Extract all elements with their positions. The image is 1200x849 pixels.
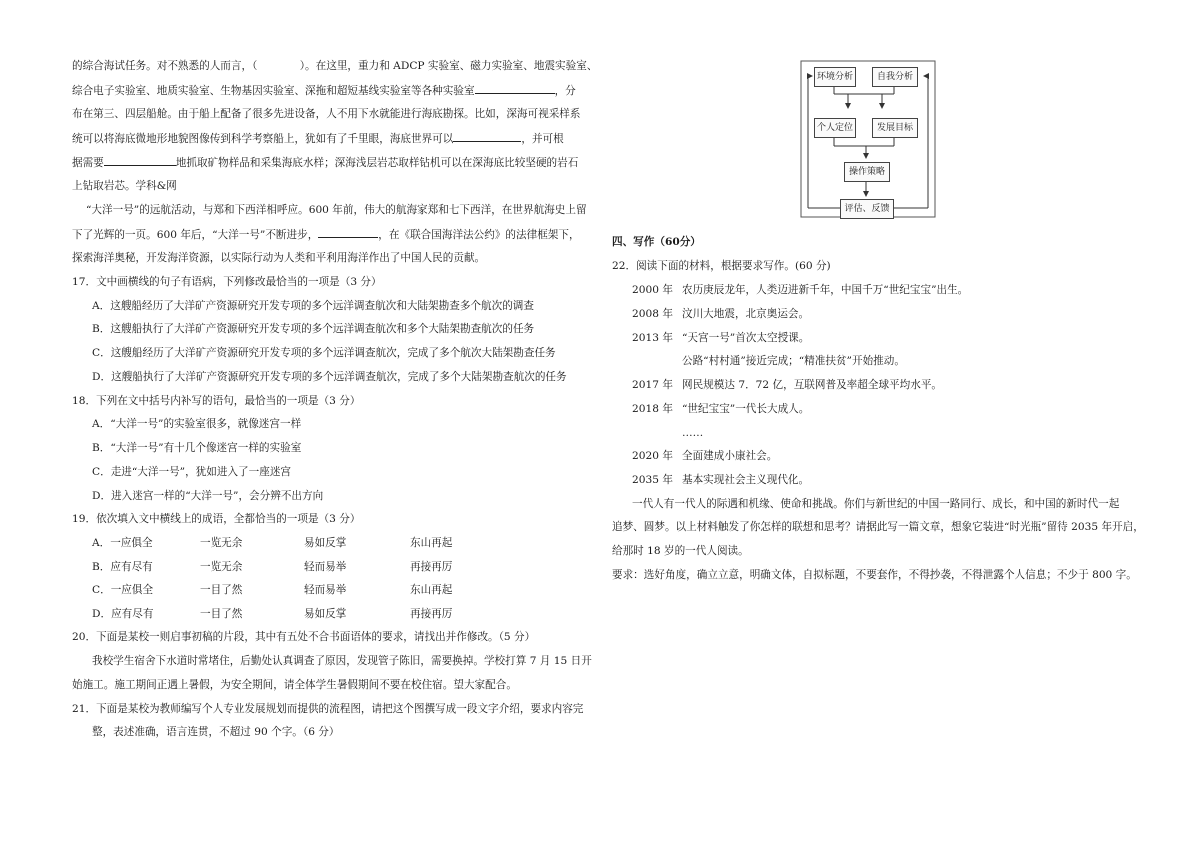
q19-d-3: 易如反掌 [304,608,347,620]
passage-line-5-text: 据需要 [72,157,104,169]
q21-stem-2: 整，表述准确，语言连贯，不超过 90 个字。（6 分） [92,726,340,738]
q18-option-b[interactable]: B．“大洋一号”有十几个像迷宫一样的实验室 [92,442,302,454]
passage-line-5 [72,155,578,170]
flow-box-env: 环境分析 [814,67,856,87]
q19-b-1: B．应有尽有 [92,561,153,573]
timeline-text: 汶川大地震，北京奥运会。 [682,308,810,320]
passage-line-8-tail: ，在《联合国海洋法公约》的法律框架下， [378,229,580,241]
fill-blank-4[interactable] [318,227,378,238]
fill-blank-3[interactable] [104,155,176,166]
passage-line-4-text: 统可以将海底微地形地貌图像传到科学考察船上，犹如有了千里眼，海底世界可以 [72,133,454,145]
timeline-year: 2018 年 [632,403,673,415]
passage-line-6: 上钻取岩芯。学科&网 [72,180,177,192]
q19-a-3: 易如反掌 [304,537,347,549]
q20-text-1: 我校学生宿舍下水道时常堵住，后勤处认真调查了原因，发现管子陈旧，需要换掉。学校打算 7 月 15 日开 [92,655,592,667]
q19-a-1: A．一应俱全 [92,537,153,549]
timeline-year: 2013 年 [632,332,673,344]
passage-line-9: 探索海洋奥秘，开发海洋资源，以实际行动为人类和平利用海洋作出了中国人民的贡献。 [72,252,486,264]
passage-line-7: “大洋一号”的远航活动，与郑和下西洋相呼应。600 年前，伟大的航海家郑和七下西洋，在世界航海史上留 [86,204,587,216]
flow-box-self: 自我分析 [872,67,918,87]
q20-stem: 20．下面是某校一则启事初稿的片段，其中有五处不合书面语体的要求，请找出并作修改。（5 分） [72,631,536,643]
timeline-text: 公路“村村通”接近完成；“精准扶贫”开始推动。 [682,355,905,367]
timeline-year: 2017 年 [632,379,673,391]
q18-option-a[interactable]: A．“大洋一号”的实验室很多，就像迷宫一样 [92,418,302,430]
q20-text-2: 始施工。施工期间正遇上暑假，为安全期间，请全体学生暑假期间不要在校住宿。望大家配合。 [72,679,517,691]
passage-line-8 [72,227,580,242]
prompt-para-3: 给那时 18 岁的一代人阅读。 [612,545,749,557]
q17-option-d[interactable]: D．这艘船执行了大洋矿产资源研究开发专项的多个远洋调查航次，完成了多个大陆架勘查航次的任务 [92,371,567,383]
timeline-text: “天宫一号”首次太空授课。 [682,332,810,344]
q17-option-b[interactable]: B．这艘船执行了大洋矿产资源研究开发专项的多个远洋调查航次和多个大陆架勘查航次的任务 [92,323,535,335]
q18-option-d[interactable]: D．进入迷宫一样的“大洋一号”，会分辨不出方向 [92,490,324,502]
flow-box-strategy: 操作策略 [844,162,890,182]
q19-d-4: 再接再厉 [410,608,453,620]
flowchart [800,60,936,218]
q19-a-2: 一览无余 [200,537,243,549]
flow-box-feedback: 评估、反馈 [840,199,894,219]
timeline-text: 农历庚辰龙年，人类迈进新千年，中国千万“世纪宝宝”出生。 [682,284,969,296]
passage-line-5-tail: 地抓取矿物样品和采集海底水样；深海浅层岩芯取样钻机可以在深海底比较坚硬的岩石 [175,157,579,169]
q19-b-3: 轻而易举 [304,561,347,573]
prompt-para-1: 一代人有一代人的际遇和机缘、使命和挑战。你们与新世纪的中国一路同行、成长，和中国的新时代一起 [632,498,1120,510]
timeline-year: 2008 年 [632,308,673,320]
passage-line-1: 的综合海试任务。对不熟悉的人而言，（ ）。在这里，重力和 ADCP 实验室、磁力实验室、地震实验室、 [72,60,598,72]
flow-box-goal: 发展目标 [872,118,918,138]
passage-line-2 [72,83,576,98]
prompt-para-2: 追梦、圆梦。以上材料触发了你怎样的联想和思考？请据此写一篇文章，想象它装进“时光瓶”留待 2035 年开启， [612,521,1144,533]
q19-a-4: 东山再起 [410,537,453,549]
q18-option-c[interactable]: C．走进“大洋一号”，犹如进入了一座迷宫 [92,466,292,478]
passage-line-3: 布在第三、四层船舱。由于船上配备了很多先进设备，人不用下水就能进行海底勘探。比如，深海可视采样系 [72,108,581,120]
section-heading-writing: 四、写作（60分） [612,236,701,248]
q17-option-c[interactable]: C．这艘船经历了大洋矿产资源研究开发专项的多个远洋调查航次，完成了多个航次大陆架勘查任务 [92,347,556,359]
q21-stem: 21．下面是某校为教师编写个人专业发展规划而提供的流程图，请把这个图撰写成一段文字介绍，要求内容完 [72,703,584,715]
timeline-text: 全面建成小康社会。 [682,450,778,462]
timeline-year: 2000 年 [632,284,673,296]
q19-b-4: 再接再厉 [410,561,453,573]
passage-line-4-tail: ，并可根 [521,133,564,145]
q19-c-2: 一目了然 [200,584,243,596]
passage-line-2-text: 综合电子实验室、地质实验室、生物基因实验室、深拖和超短基线实验室等各种实验室 [72,85,475,97]
q19-c-4: 东山再起 [410,584,453,596]
passage-line-8-text: 下了光辉的一页。600 年后，“大洋一号”不断进步， [72,229,319,241]
timeline-text: 基本实现社会主义现代化。 [682,474,810,486]
q19-b-2: 一览无余 [200,561,243,573]
q18-stem: 18．下列在文中括号内补写的语句，最恰当的一项是（3 分） [72,395,361,407]
q19-c-1: C．一应俱全 [92,584,154,596]
q17-stem: 17．文中画横线的句子有语病，下列修改最恰当的一项是（3 分） [72,276,382,288]
q19-d-1: D．应有尽有 [92,608,154,620]
timeline-year: 2020 年 [632,450,673,462]
q19-stem: 19．依次填入文中横线上的成语，全都恰当的一项是（3 分） [72,513,361,525]
q19-c-3: 轻而易举 [304,584,347,596]
flow-box-position: 个人定位 [814,118,856,138]
q17-option-a[interactable]: A．这艘船经历了大洋矿产资源研究开发专项的多个远洋调查航次和大陆架勘查多个航次的调查 [92,300,534,312]
timeline-text: …… [682,427,704,439]
timeline-text: 网民规模达 7．72 亿，互联网普及率超全球平均水平。 [682,379,943,391]
passage-line-2-tail: ，分 [554,85,576,97]
passage-line-4 [72,131,564,146]
timeline-text: “世纪宝宝”一代长大成人。 [682,403,810,415]
q22-stem: 22．阅读下面的材料，根据要求写作。(60 分) [612,260,831,272]
timeline-year: 2035 年 [632,474,673,486]
fill-blank-2[interactable] [453,131,521,142]
fill-blank-1[interactable] [475,83,555,94]
q19-d-2: 一目了然 [200,608,243,620]
writing-requirement: 要求：选好角度，确立立意，明确文体，自拟标题，不要套作，不得抄袭，不得泄露个人信息；不少于 800 字。 [612,569,1137,581]
